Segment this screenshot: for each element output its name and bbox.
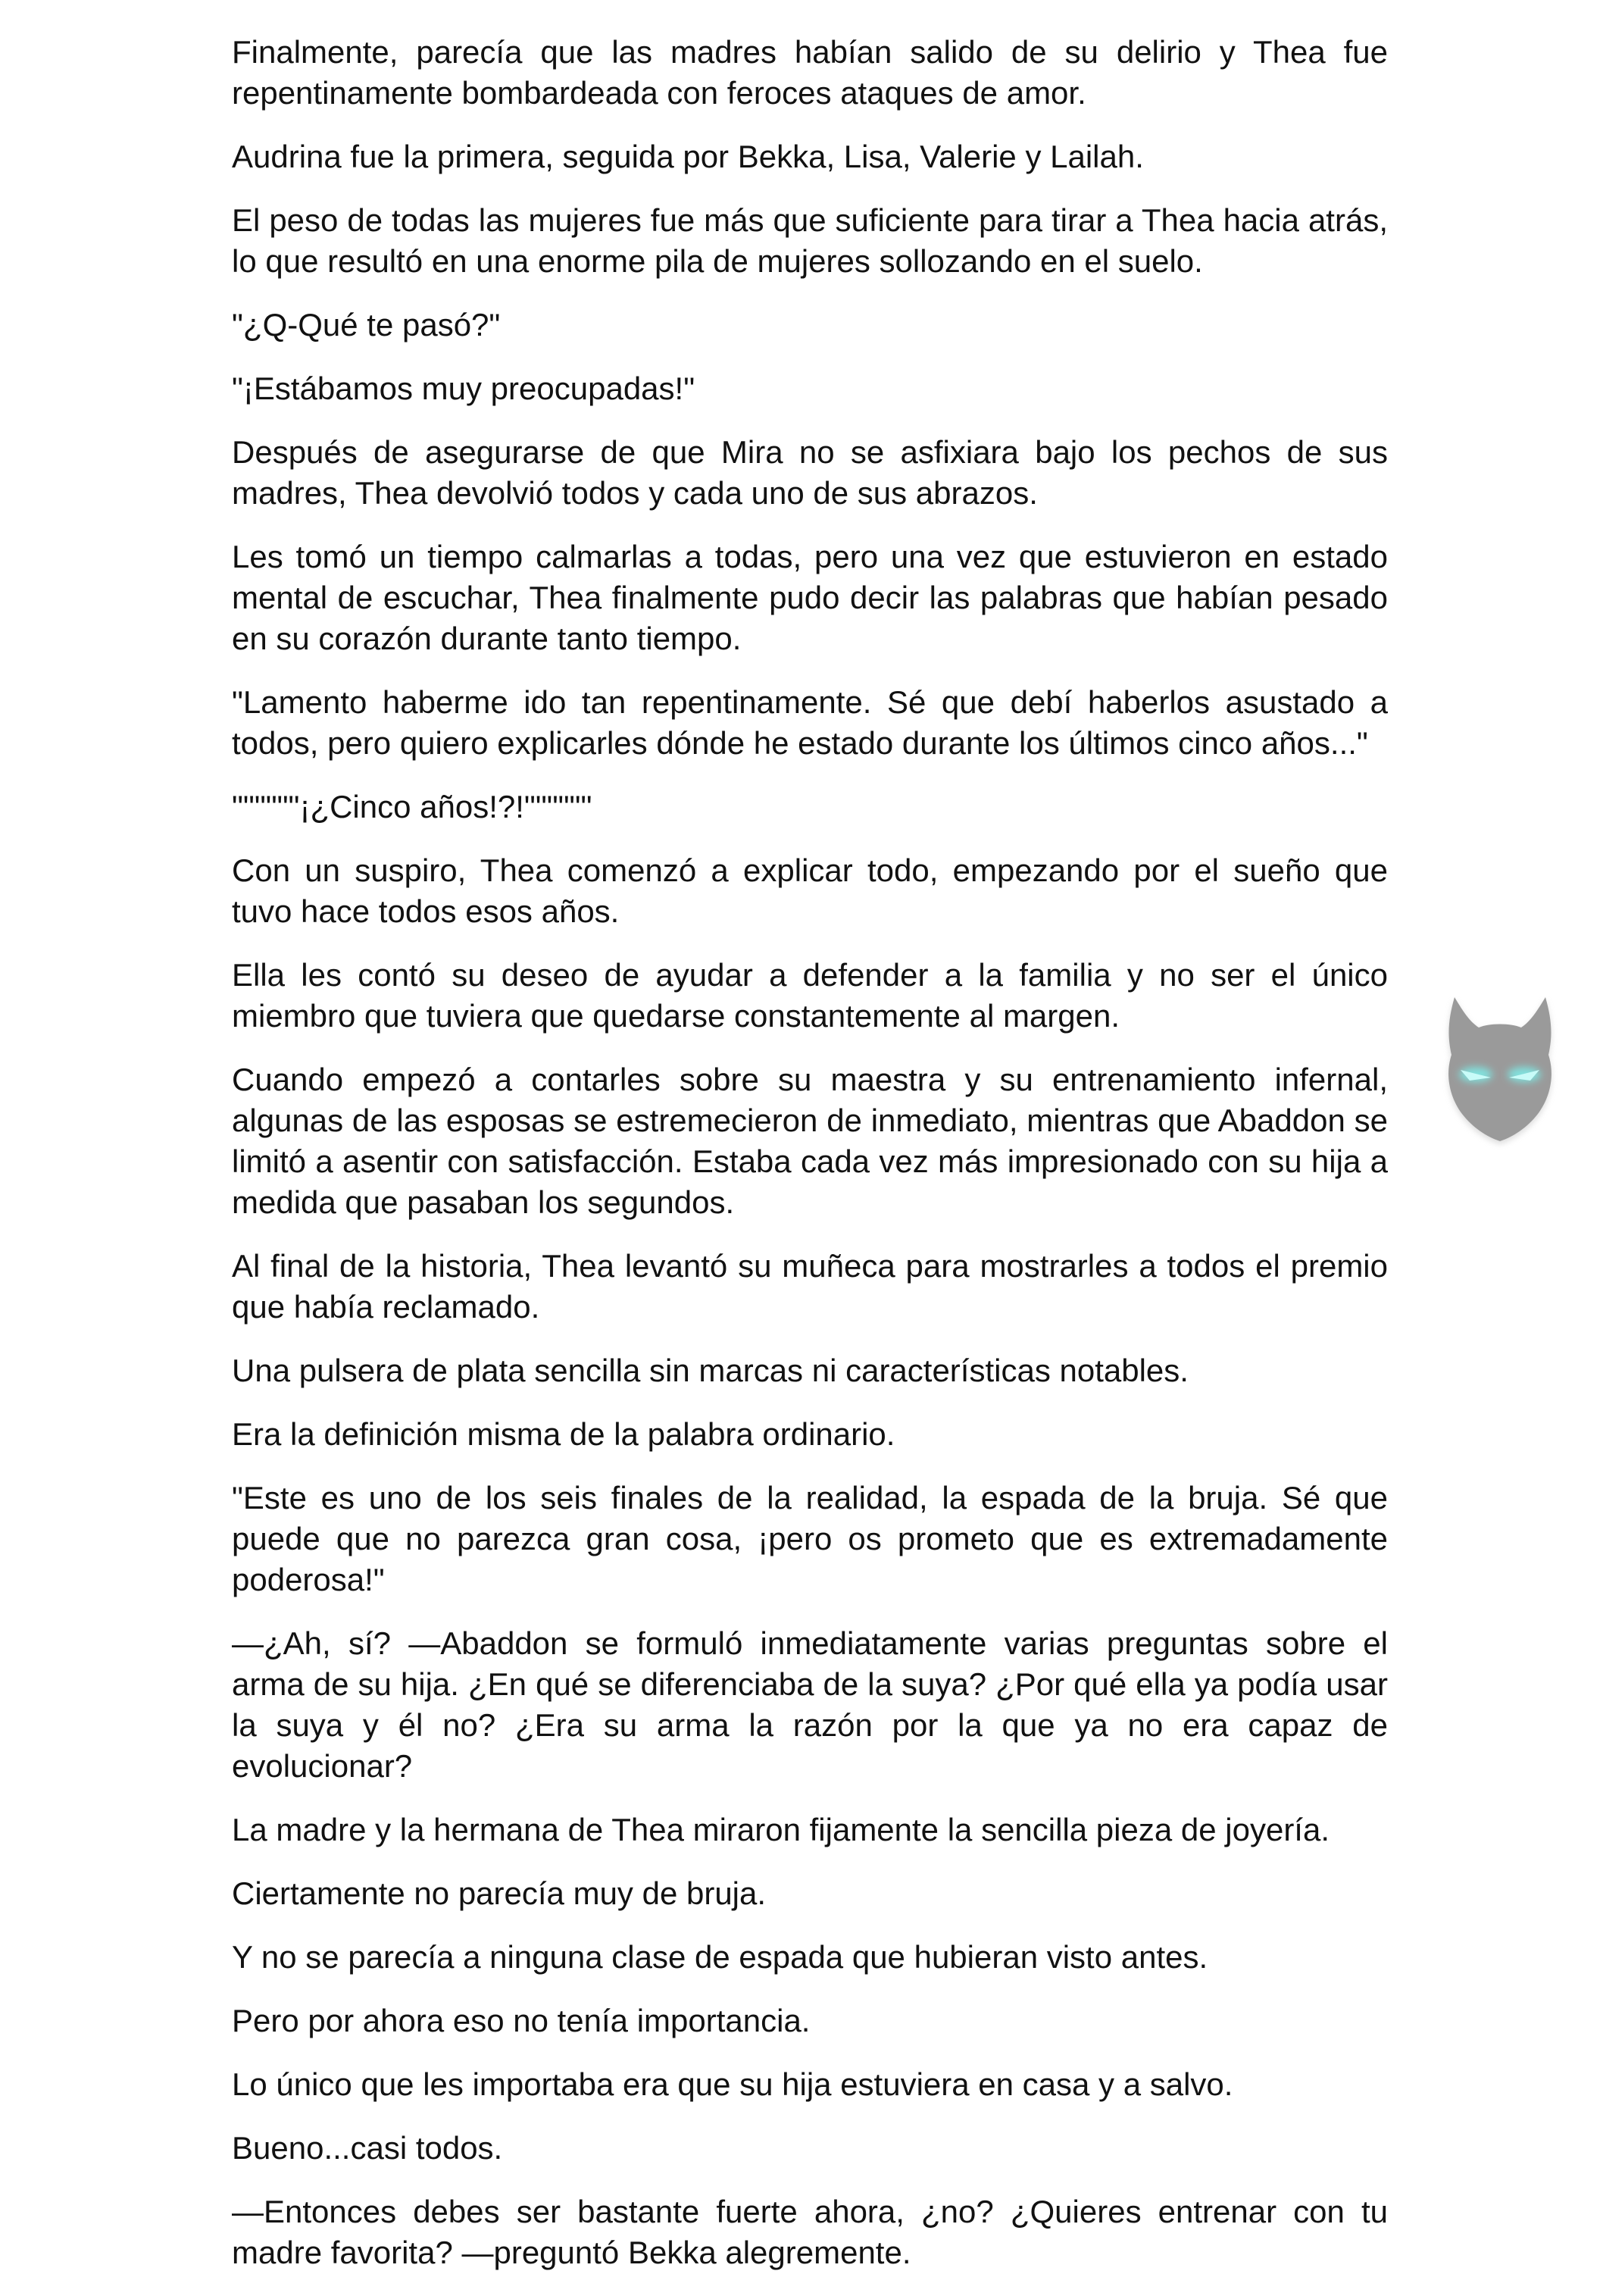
paragraph: Con un suspiro, Thea comenzó a explicar todo, empezando por el sueño que tuvo hace todos esos años. xyxy=(232,852,1388,929)
paragraph: Al final de la historia, Thea levantó su muñeca para mostrarles a todos el premio que había reclamado. xyxy=(232,1248,1388,1325)
paragraph: Bueno...casi todos. xyxy=(232,2130,503,2166)
paragraph: Después de asegurarse de que Mira no se asfixiara bajo los pechos de sus madres, Thea devolvió todos y cada uno de sus abrazos. xyxy=(232,434,1388,511)
paragraph: "¡Estábamos muy preocupadas!" xyxy=(232,371,695,406)
paragraph: Lo único que les importaba era que su hija estuviera en casa y a salvo. xyxy=(232,2066,1233,2102)
paragraph: "¿Q-Qué te pasó?" xyxy=(232,307,501,343)
paragraph: """"""¡¿Cinco años!?!"""""" xyxy=(232,789,592,824)
paragraph: Una pulsera de plata sencilla sin marcas ni características notables. xyxy=(232,1353,1189,1388)
paragraph: Y no se parecía a ninguna clase de espada que hubieran visto antes. xyxy=(232,1939,1208,1975)
paragraph: Cuando empezó a contarles sobre su maestra y su entrenamiento infernal, algunas de las esposas se estremecieron de inmediato, mientras que Abaddon se limitó a asentir con satisfacción. Estaba cada vez más impresionado con su hija a medida que pasaban los segundos. xyxy=(232,1062,1388,1220)
document-page xyxy=(232,32,1388,2296)
paragraph: Finalmente, parecía que las madres habían salido de su delirio y Thea fue repentinamente bombardeada con feroces ataques de amor. xyxy=(232,34,1388,111)
paragraph: Era la definición misma de la palabra ordinario. xyxy=(232,1416,895,1452)
paragraph: "Lamento haberme ido tan repentinamente. Sé que debí haberlos asustado a todos, pero quiero explicarles dónde he estado durante los últimos cinco años..." xyxy=(232,684,1388,761)
paragraph: Audrina fue la primera, seguida por Bekka, Lisa, Valerie y Lailah. xyxy=(232,139,1144,174)
paragraph: La madre y la hermana de Thea miraron fijamente la sencilla pieza de joyería. xyxy=(232,1812,1330,1847)
paragraph: Ciertamente no parecía muy de bruja. xyxy=(232,1875,767,1911)
paragraph: "Este es uno de los seis finales de la realidad, la espada de la bruja. Sé que puede que no parezca gran cosa, ¡pero os prometo que es extremadamente poderosa!" xyxy=(232,1480,1388,1597)
paragraph: El peso de todas las mujeres fue más que suficiente para tirar a Thea hacia atrás, lo que resultó en una enorme pila de mujeres sollozando en el suelo. xyxy=(232,202,1388,279)
paragraph: Les tomó un tiempo calmarlas a todas, pero una vez que estuvieron en estado mental de escuchar, Thea finalmente pudo decir las palabras que habían pesado en su corazón durante tanto tiempo. xyxy=(232,539,1388,656)
paragraph: Ella les contó su deseo de ayudar a defender a la familia y no ser el único miembro que tuviera que quedarse constantemente al margen. xyxy=(232,957,1388,1034)
paragraph: Pero por ahora eso no tenía importancia. xyxy=(232,2003,811,2038)
paragraph: —¿Ah, sí? —Abaddon se formuló inmediatamente varias preguntas sobre el arma de su hija. ¿En qué se diferenciaba de la suya? ¿Por qué ella ya podía usar la suya y él no? ¿Era su arma la razón por la que ya no era capaz de evolucionar? xyxy=(232,1625,1388,1784)
paragraph: —Entonces debes ser bastante fuerte ahora, ¿no? ¿Quieres entrenar con tu madre favorita? —preguntó Bekka alegremente. xyxy=(232,2194,1388,2270)
demon-head-icon xyxy=(1424,985,1576,1152)
